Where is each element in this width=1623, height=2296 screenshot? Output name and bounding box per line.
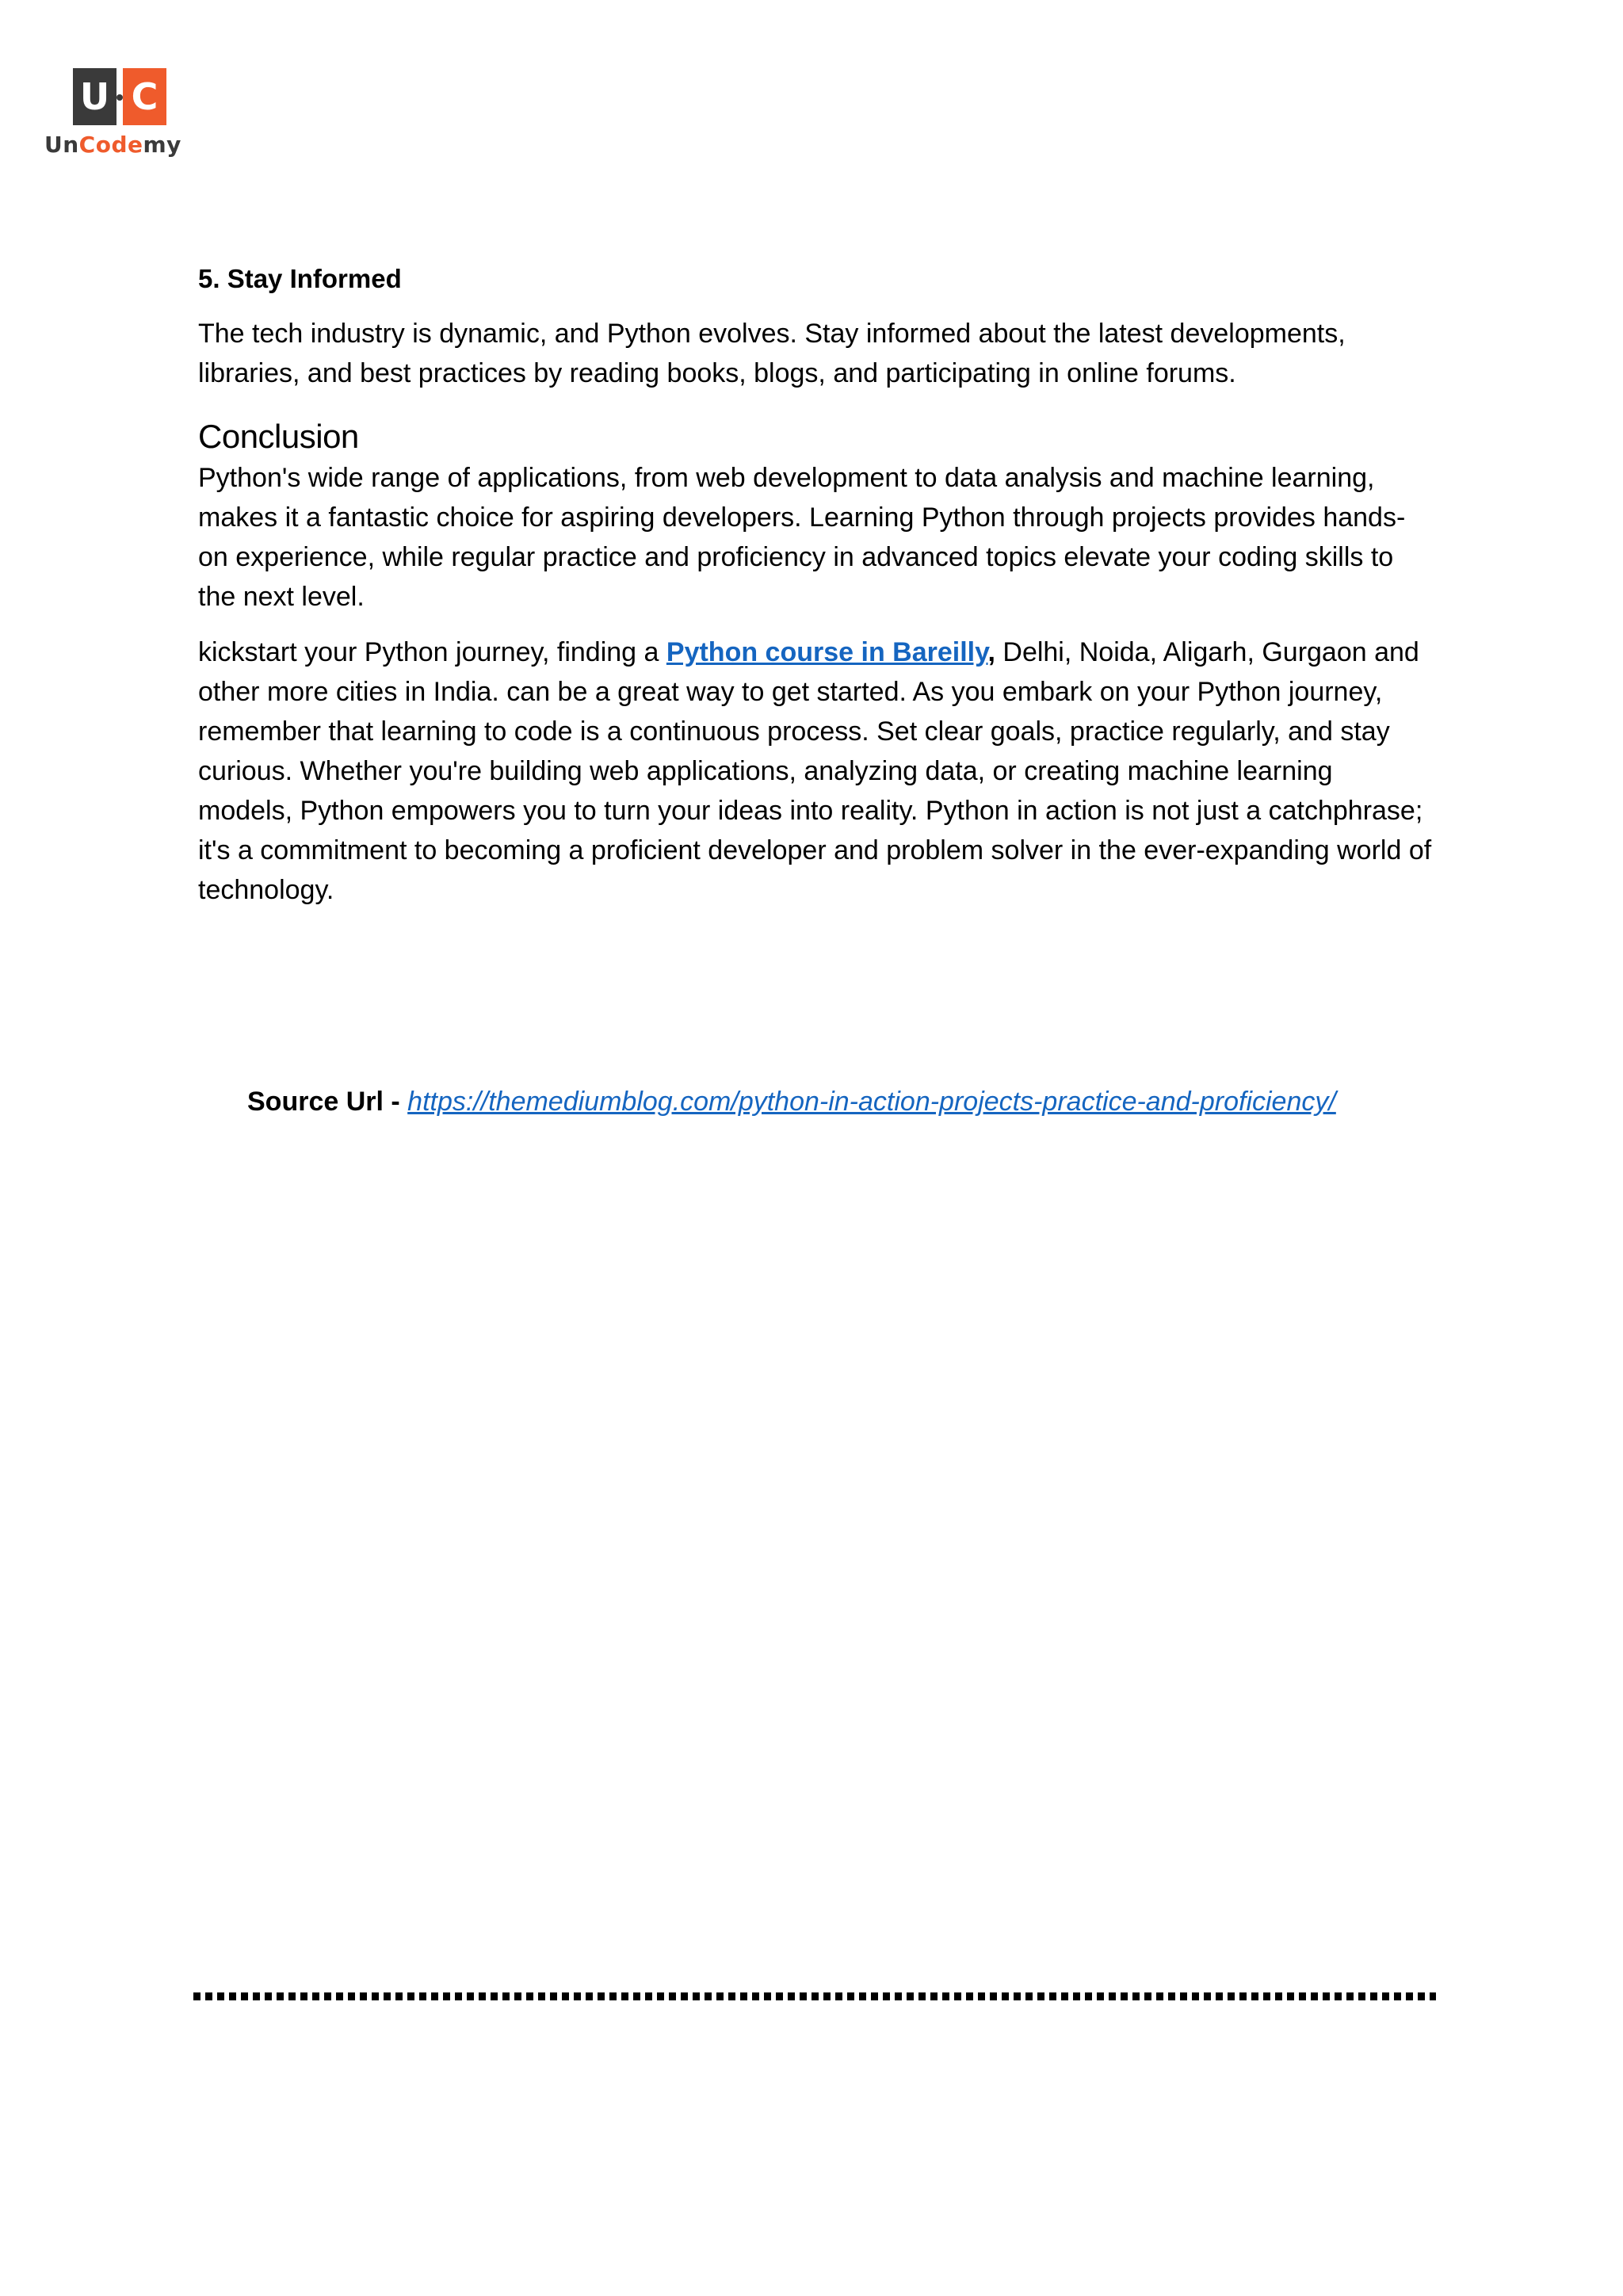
paragraph-text-after-link: Delhi, Noida, Aligarh, Gurgaon and other more cities in India. can be a great way to get started. As you embark on your Python journey, remember that learning to code is a continuous process. Set clear goals, practice regularly, and stay curious. Whether you're building web applications, analyzing data, or creating machine learning models, Python empowers you to turn your ideas into reality. Python in action is not just a catchphrase; it's a commitment to becoming a proficient developer and problem solver in the ever-expanding world of technology. xyxy=(198,637,1432,905)
source-url-link[interactable]: https://themediumblog.com/python-in-action-projects-practice-and-proficiency/ xyxy=(407,1087,1336,1117)
logo-word-part-1: Un xyxy=(44,132,79,158)
conclusion-heading: Conclusion xyxy=(198,418,359,455)
stay-informed-paragraph: The tech industry is dynamic, and Python evolves. Stay informed about the latest developments, libraries, and best practices by reading books, blogs, and participating in online forums. xyxy=(198,319,1346,388)
document-body xyxy=(198,262,1434,926)
conclusion-paragraph-1: Python's wide range of applications, from web development to data analysis and machine learning, makes it a fantastic choice for aspiring developers. Learning Python through projects provides hands-on experience, while regular practice and proficiency in advanced topics elevate your coding skills to the next level. xyxy=(198,463,1406,612)
source-url-line xyxy=(247,1084,1336,1119)
logo-letter-c: C xyxy=(123,68,166,125)
logo-wordmark xyxy=(44,132,181,158)
logo-letter-u: U xyxy=(73,68,116,125)
stay-informed-heading: 5. Stay Informed xyxy=(198,264,402,293)
dotted-footer-divider xyxy=(193,1992,1436,2000)
logo-word-part-3: my xyxy=(143,132,181,158)
source-url-label: Source Url - xyxy=(247,1087,408,1117)
conclusion-paragraph-2 xyxy=(198,632,1434,910)
logo-word-part-2: Code xyxy=(78,132,143,158)
paragraph-text-before-link: kickstart your Python journey, finding a xyxy=(198,637,666,667)
logo-dot-icon xyxy=(116,94,123,101)
python-course-link[interactable]: Python course in Bareilly xyxy=(666,637,988,667)
logo-mark xyxy=(73,68,166,125)
uncodemy-logo xyxy=(41,68,200,171)
paragraph-comma: , xyxy=(987,637,995,667)
